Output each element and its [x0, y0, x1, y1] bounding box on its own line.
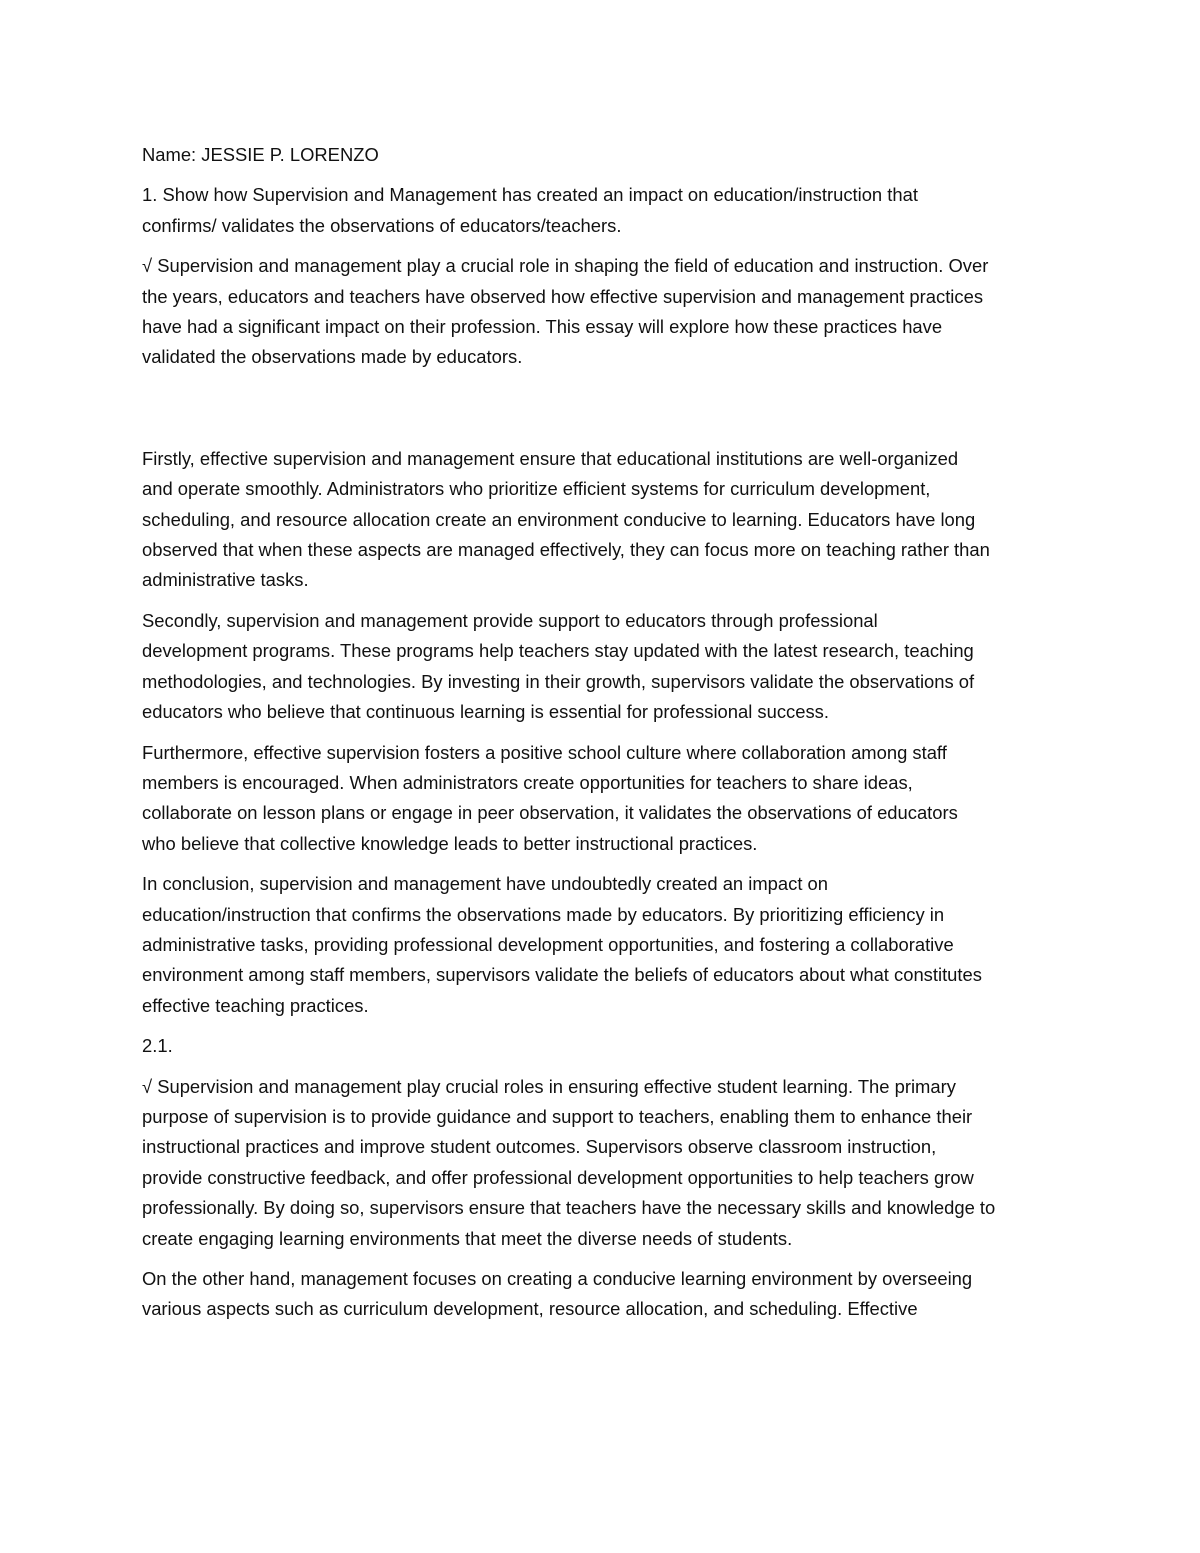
document-body: [142, 140, 1067, 1335]
text-line: methodologies, and technologies. By investing in their growth, supervisors validate the observations of: [142, 670, 975, 692]
answer-2-1-management-paragraph: [142, 1264, 1067, 1325]
text-line: provide constructive feedback, and offer professional development opportunities to help teachers grow: [142, 1166, 974, 1188]
text-line: various aspects such as curriculum development, resource allocation, and scheduling. Effective: [142, 1298, 918, 1320]
text-line: 2.1.: [142, 1035, 173, 1057]
answer-1-intro-paragraph: [142, 251, 1067, 373]
text-line: create engaging learning environments that meet the diverse needs of students.: [142, 1227, 793, 1249]
text-line: In conclusion, supervision and management have undoubtedly created an impact on: [142, 873, 829, 895]
text-line: administrative tasks.: [142, 569, 309, 591]
question-2-1-label: [142, 1031, 1067, 1061]
text-line: education/instruction that confirms the observations made by educators. By prioritizing efficiency in: [142, 903, 945, 925]
text-line: Firstly, effective supervision and management ensure that educational institutions are well-organized: [142, 447, 959, 469]
text-line: professionally. By doing so, supervisors ensure that teachers have the necessary skills and knowledge to: [142, 1197, 996, 1219]
text-line: scheduling, and resource allocation create an environment conducive to learning. Educators have long: [142, 508, 976, 530]
text-line: educators who believe that continuous learning is essential for professional success.: [142, 701, 829, 723]
text-line: the years, educators and teachers have observed how effective supervision and management practices: [142, 285, 984, 307]
text-line: environment among staff members, supervisors validate the beliefs of educators about what constitutes: [142, 964, 982, 986]
text-line: On the other hand, management focuses on creating a conducive learning environment by overseeing: [142, 1268, 973, 1289]
answer-1-conclusion-paragraph: [142, 869, 1067, 1021]
text-line: members is encouraged. When administrators create opportunities for teachers to share ideas,: [142, 771, 913, 793]
text-line: 1. Show how Supervision and Management has created an impact on education/instruction that: [142, 184, 918, 206]
text-line: and operate smoothly. Administrators who prioritize efficient systems for curriculum development,: [142, 478, 931, 500]
text-line: collaborate on lesson plans or engage in peer observation, it validates the observations of educators: [142, 802, 958, 824]
answer-1-furthermore-paragraph: [142, 738, 1067, 860]
text-line: Name: JESSIE P. LORENZO: [142, 144, 379, 165]
text-line: purpose of supervision is to provide guidance and support to teachers, enabling them to enhance their: [142, 1105, 973, 1127]
text-line: Furthermore, effective supervision fosters a positive school culture where collaboration among staff: [142, 741, 947, 763]
text-line: observed that when these aspects are managed effectively, they can focus more on teaching rather than: [142, 539, 990, 561]
text-line: administrative tasks, providing professional development opportunities, and fostering a collaborative: [142, 933, 954, 955]
text-line: confirms/ validates the observations of educators/teachers.: [142, 214, 622, 236]
text-line: have had a significant impact on their profession. This essay will explore how these practices have: [142, 316, 943, 338]
answer-1-secondly-paragraph: [142, 606, 1067, 728]
text-line: √ Supervision and management play a crucial role in shaping the field of education and instruction. Over: [142, 255, 989, 277]
text-line: effective teaching practices.: [142, 994, 369, 1016]
answer-1-firstly-paragraph: [142, 444, 1067, 596]
text-line: development programs. These programs help teachers stay updated with the latest research, teaching: [142, 640, 974, 662]
text-line: instructional practices and improve student outcomes. Supervisors observe classroom instruction,: [142, 1136, 937, 1158]
question-1-paragraph: [142, 180, 1067, 241]
answer-2-1-intro-paragraph: [142, 1072, 1067, 1254]
text-line: who believe that collective knowledge leads to better instructional practices.: [142, 832, 758, 854]
text-line: Secondly, supervision and management provide support to educators through professional: [142, 609, 878, 631]
student-name-line: [142, 140, 1067, 170]
text-line: validated the observations made by educators.: [142, 346, 523, 368]
text-line: √ Supervision and management play crucial roles in ensuring effective student learning. The primary: [142, 1075, 956, 1097]
